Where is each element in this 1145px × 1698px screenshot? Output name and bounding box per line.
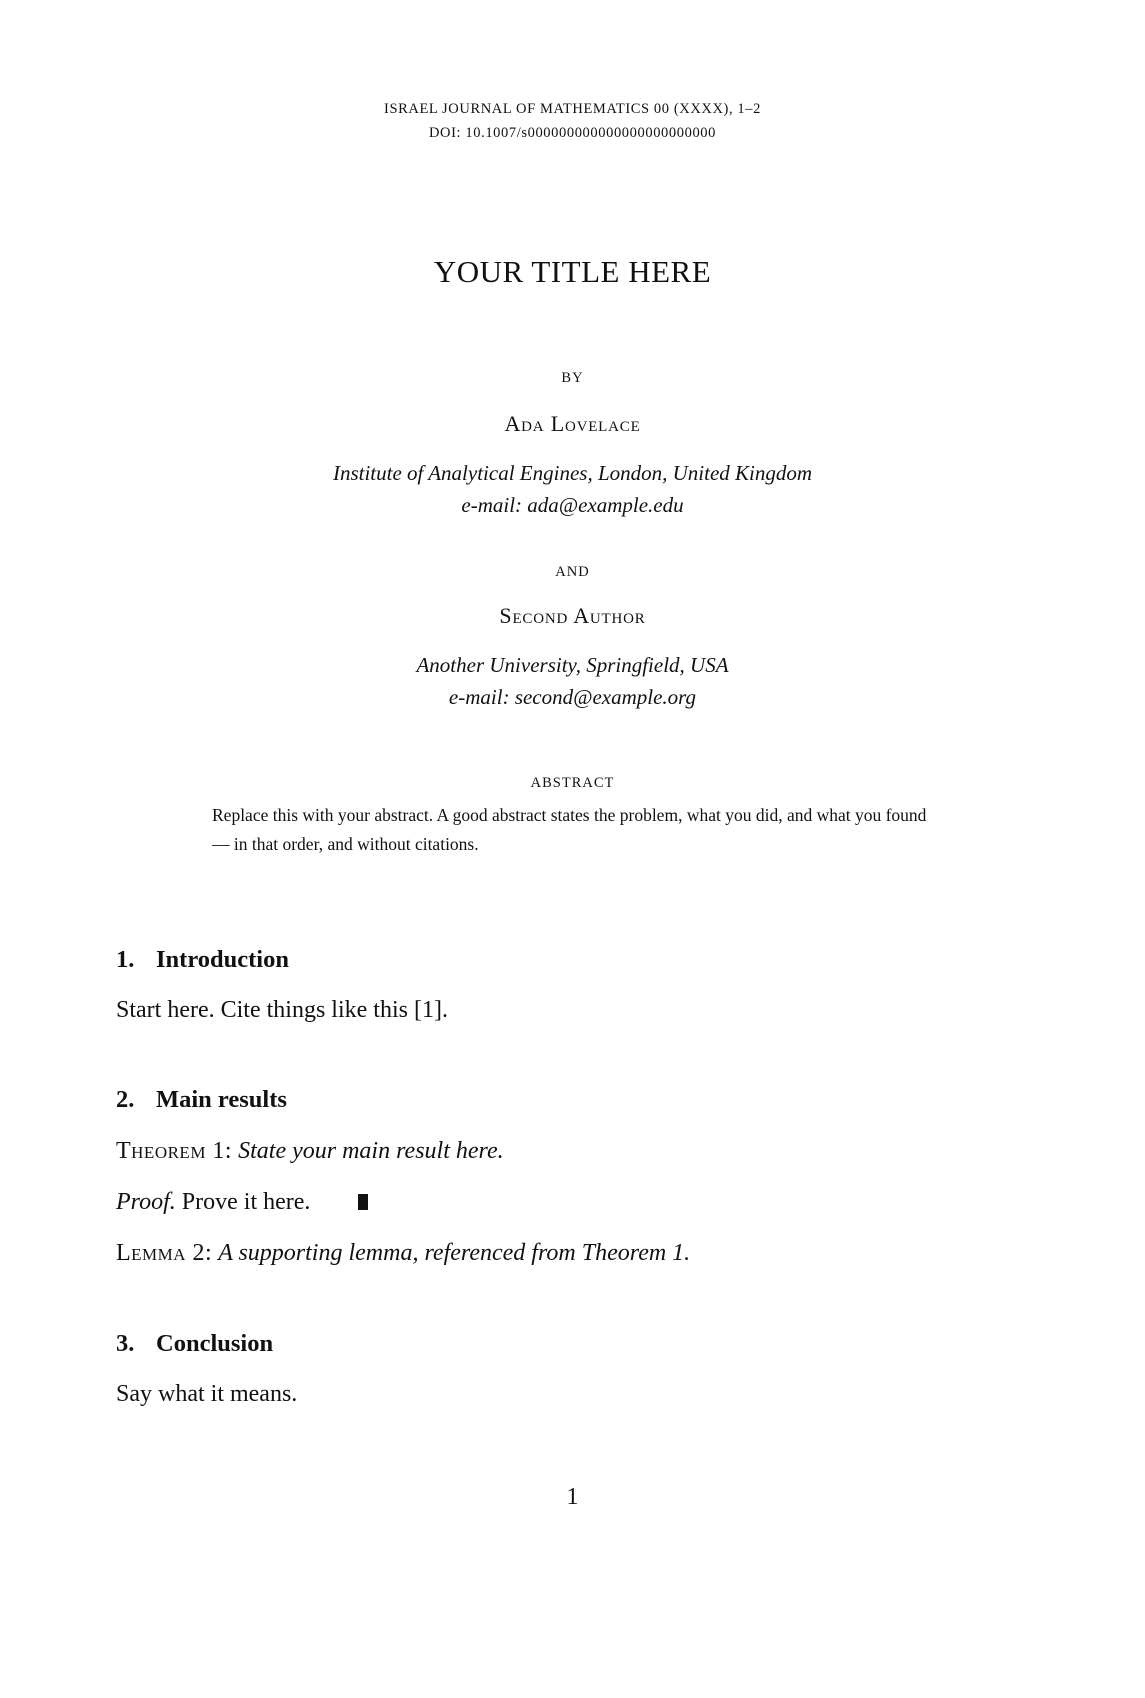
page-number: 1 [566,1484,579,1510]
doi-line: DOI: 10.1007/s000000000000000000000000 [428,125,717,141]
section-title: Introduction [156,946,289,973]
section-heading-conclusion [116,1330,273,1358]
lemma-label: Lemma 2: [116,1240,213,1266]
author-affiliation-2: Another University, Springfield, USA [416,653,729,677]
section-number: 1. [116,946,135,973]
proof [116,1189,368,1216]
section-number: 3. [116,1330,135,1357]
qed-symbol-icon [358,1194,368,1210]
abstract-text: Replace this with your abstract. A good abstract states the problem, what you did, and what you found — in that order, and without citations. [212,805,927,854]
section-title: Conclusion [156,1330,274,1357]
section-title: Main results [156,1086,287,1113]
author-name-2: Second Author [499,603,646,628]
introduction-paragraph: Start here. Cite things like this [1]. [116,997,448,1023]
author-email-1: e-mail: ada@example.edu [461,493,684,517]
section-number: 2. [116,1086,135,1113]
proof-text: Prove it here. [181,1189,311,1215]
lemma-statement: A supporting lemma, referenced from Theorem 1. [218,1240,691,1266]
theorem-1 [116,1138,504,1165]
author-email-2: e-mail: second@example.org [448,685,697,709]
paper-title: YOUR TITLE HERE [433,254,712,289]
and-label: AND [555,564,590,580]
theorem-statement: State your main result here. [238,1138,504,1164]
conclusion-paragraph: Say what it means. [116,1381,298,1407]
section-heading-main-results [116,1086,287,1114]
journal-header: ISRAEL JOURNAL OF MATHEMATICS 00 (XXXX), 1–2 [384,101,761,117]
lemma-2 [116,1240,690,1267]
abstract-label: ABSTRACT [530,775,615,791]
by-label: BY [561,370,584,386]
author-affiliation-1: Institute of Analytical Engines, London, United Kingdom [332,461,813,485]
section-heading-introduction [116,946,289,974]
author-name-1: Ada Lovelace [504,411,641,436]
proof-label: Proof. [116,1189,176,1215]
theorem-label: Theorem 1: [116,1138,233,1164]
